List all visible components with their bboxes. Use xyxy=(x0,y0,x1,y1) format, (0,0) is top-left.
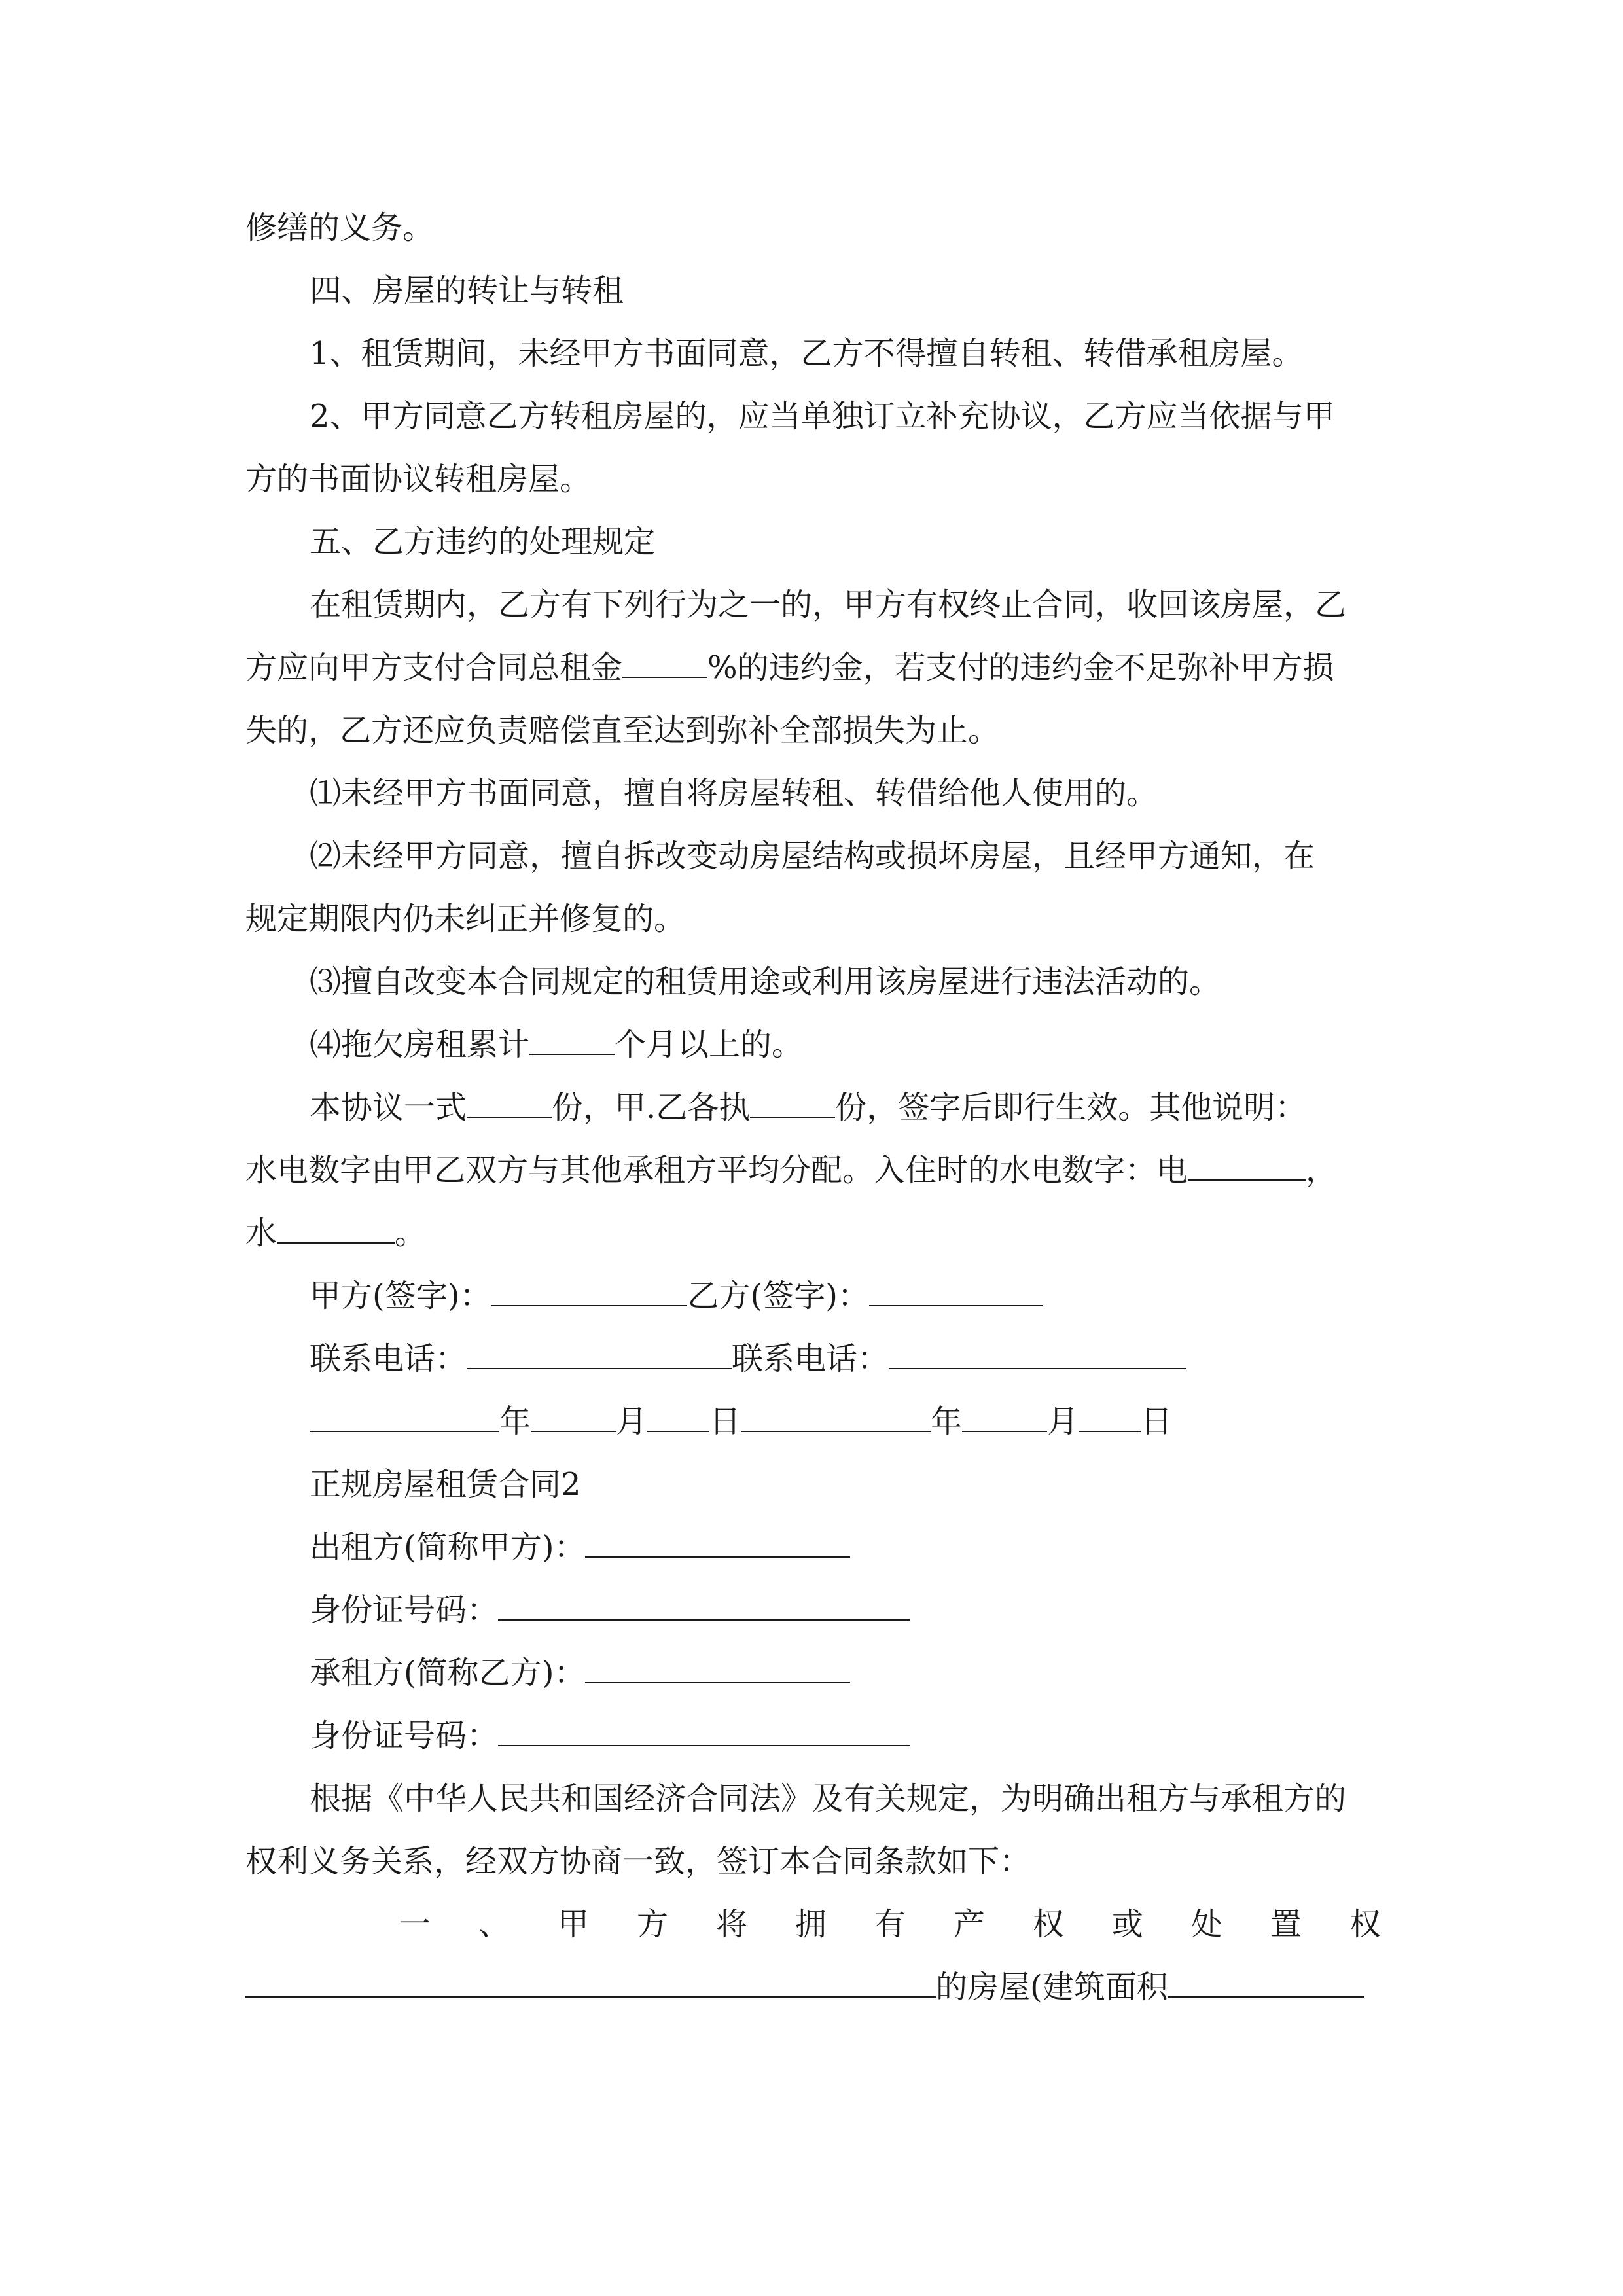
text-segment: ， xyxy=(1306,1152,1338,1189)
contract-title: 正规房屋租赁合同2 xyxy=(310,1466,581,1503)
list-item: ⑶擅自改变本合同规定的租赁用途或利用该房屋进行违法活动的。 xyxy=(310,963,1221,1000)
text-line: 根据《中华人民共和国经济合同法》及有关规定，为明确出租方与承租方的 xyxy=(310,1780,1347,1817)
text-line: 1、租赁期间，未经甲方书面同意，乙方不得擅自转租、转借承租房屋。 xyxy=(310,335,1304,372)
text-segment: 方应向甲方支付合同总租金 xyxy=(245,649,623,686)
blank-field[interactable] xyxy=(869,1279,1043,1306)
spread-char: 产 xyxy=(953,1906,985,1943)
text-segment: ⑷拖欠房租累计 xyxy=(310,1026,530,1063)
blank-field[interactable] xyxy=(277,1216,395,1244)
text-segment: 联系电话： xyxy=(310,1340,467,1377)
spread-char: 有 xyxy=(874,1906,906,1943)
blank-field[interactable] xyxy=(585,1530,850,1558)
spread-char: 甲 xyxy=(557,1906,589,1943)
spread-char: 处 xyxy=(1190,1906,1222,1943)
blank-field[interactable] xyxy=(750,1090,835,1118)
blank-field[interactable] xyxy=(310,1405,499,1432)
text-segment: 日 xyxy=(709,1403,741,1440)
date-row xyxy=(245,1390,1381,1453)
blank-field[interactable] xyxy=(467,1342,732,1369)
text-segment: 份，甲.乙各执 xyxy=(552,1089,751,1126)
spread-line xyxy=(245,1893,1381,1956)
signature-row xyxy=(245,1265,1381,1327)
text-segment: 承租方(简称乙方)： xyxy=(310,1655,586,1691)
spread-char: 拥 xyxy=(794,1906,827,1943)
blank-field[interactable] xyxy=(1168,1970,1364,1998)
text-segment: 。 xyxy=(395,1215,427,1251)
text-line: 在租赁期内，乙方有下列行为之一的，甲方有权终止合同，收回该房屋，乙 xyxy=(310,586,1347,623)
spread-char: 权 xyxy=(1349,1906,1381,1943)
text-segment: 甲方(签字)： xyxy=(310,1278,491,1314)
text-line: 失的，乙方还应负责赔偿直至达到弥补全部损失为止。 xyxy=(245,712,1000,749)
blank-field[interactable] xyxy=(741,1405,931,1432)
list-item xyxy=(245,1013,1381,1076)
blank-field[interactable] xyxy=(1079,1405,1141,1432)
spread-char: 、 xyxy=(478,1906,510,1943)
text-segment: 乙方(签字)： xyxy=(687,1278,869,1314)
text-line: 方的书面协议转租房屋。 xyxy=(245,461,592,497)
text-line xyxy=(245,1139,1381,1202)
text-line xyxy=(245,1202,1381,1265)
text-segment: 出租方(简称甲方)： xyxy=(310,1529,586,1566)
blank-field[interactable] xyxy=(491,1279,687,1306)
text-line xyxy=(245,636,1381,699)
list-item: ⑵未经甲方同意，擅自拆改变动房屋结构或损坏房屋，且经甲方通知，在 xyxy=(310,838,1315,874)
blank-field[interactable] xyxy=(622,651,707,678)
section-heading: 四、房屋的转让与转租 xyxy=(310,272,624,309)
blank-field[interactable] xyxy=(647,1405,709,1432)
blank-field[interactable] xyxy=(1188,1153,1306,1181)
spread-char: 权 xyxy=(1032,1906,1064,1943)
document-page xyxy=(245,196,1381,2018)
field-row xyxy=(245,1579,1381,1641)
text-segment: %的违约金，若支付的违约金不足弥补甲方损 xyxy=(707,649,1334,686)
blank-field[interactable] xyxy=(498,1593,910,1621)
phone-row xyxy=(245,1327,1381,1390)
text-segment: 份，签字后即行生效。其他说明： xyxy=(835,1089,1307,1126)
spread-char: 将 xyxy=(715,1906,747,1943)
text-segment: 月 xyxy=(616,1403,648,1440)
text-line: 规定期限内仍未纠正并修复的。 xyxy=(245,901,686,937)
text-segment: 年 xyxy=(931,1403,963,1440)
text-segment: 个月以上的。 xyxy=(615,1026,804,1063)
blank-field[interactable] xyxy=(498,1719,910,1746)
text-line: 权利义务关系，经双方协商一致，签订本合同条款如下： xyxy=(245,1843,1031,1880)
text-segment: 的房屋(建筑面积 xyxy=(936,1969,1168,2005)
spread-char: 或 xyxy=(1111,1906,1143,1943)
blank-field[interactable] xyxy=(585,1656,850,1683)
text-segment: 月 xyxy=(1047,1403,1079,1440)
spread-char: 一 xyxy=(399,1906,431,1943)
blank-field[interactable] xyxy=(529,1028,615,1055)
field-row xyxy=(245,1641,1381,1704)
text-segment: 日 xyxy=(1141,1403,1173,1440)
text-segment: 身份证号码： xyxy=(310,1717,499,1754)
text-segment: 身份证号码： xyxy=(310,1592,499,1628)
text-segment: 本协议一式 xyxy=(310,1089,467,1126)
text-segment: 水电数字由甲乙双方与其他承租方平均分配。入住时的水电数字：电 xyxy=(245,1152,1188,1189)
text-line xyxy=(245,1076,1381,1139)
text-line: 修缮的义务。 xyxy=(245,209,435,246)
text-line xyxy=(245,1956,1381,2018)
blank-field[interactable] xyxy=(962,1405,1047,1432)
section-heading: 五、乙方违约的处理规定 xyxy=(310,524,656,560)
text-segment: 年 xyxy=(499,1403,531,1440)
blank-field[interactable] xyxy=(245,1970,936,1998)
spread-characters xyxy=(245,1893,1381,1956)
list-item: ⑴未经甲方书面同意，擅自将房屋转租、转借给他人使用的。 xyxy=(310,775,1158,812)
blank-field[interactable] xyxy=(889,1342,1186,1369)
field-row xyxy=(245,1516,1381,1579)
text-segment: 水 xyxy=(245,1215,277,1251)
blank-field[interactable] xyxy=(531,1405,616,1432)
field-row xyxy=(245,1704,1381,1767)
blank-field[interactable] xyxy=(467,1090,552,1118)
spread-char: 置 xyxy=(1270,1906,1302,1943)
text-segment: 联系电话： xyxy=(732,1340,889,1377)
spread-char: 方 xyxy=(636,1906,668,1943)
text-line: 2、甲方同意乙方转租房屋的，应当单独订立补充协议，乙方应当依据与甲 xyxy=(310,398,1335,435)
